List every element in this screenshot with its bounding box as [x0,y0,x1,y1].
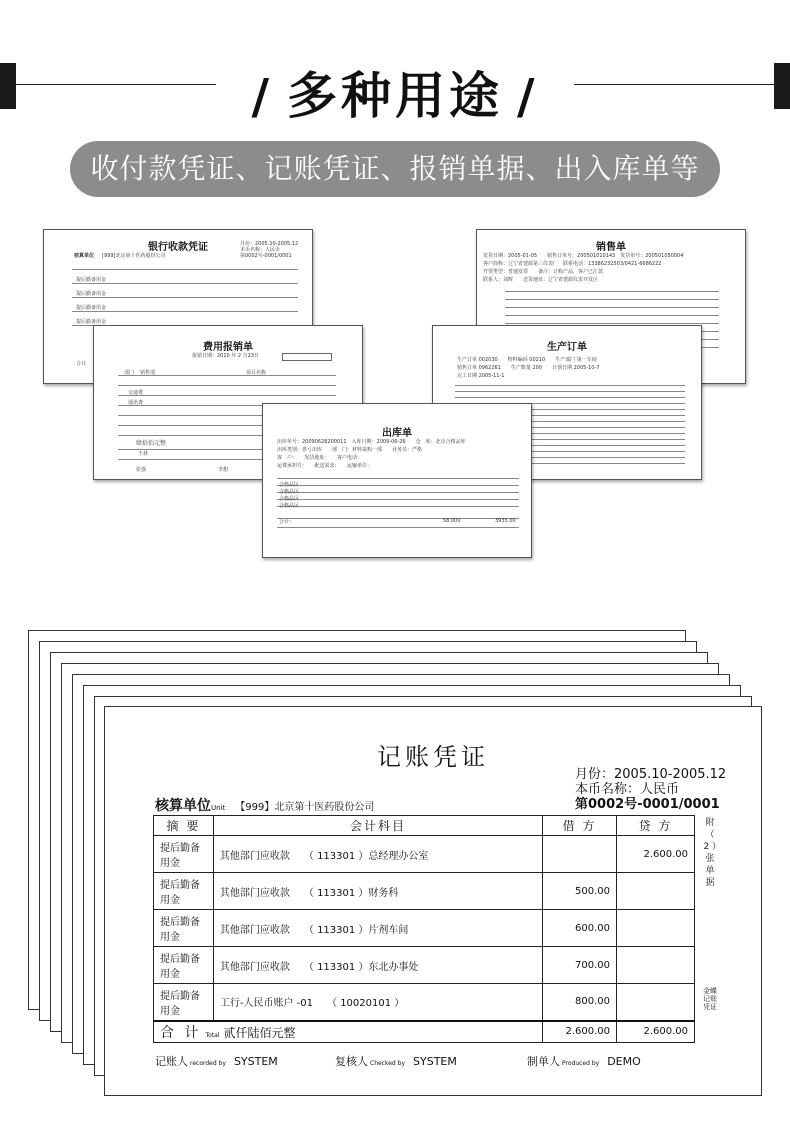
table-row [154,910,695,947]
sales-line: 客户简称：辽宁省建源第三仪表厂 联系电话：13386232503/0421-6686222 [483,261,662,267]
row-credit [617,947,695,984]
accounting-voucher [104,706,762,1096]
outbound-order-sample [262,403,532,558]
unit-name: 【999】北京第十医药股份公司 [235,802,375,813]
col-debit: 借 方 [543,816,617,836]
outbound-title: 出库单 [382,428,412,439]
row-summary: 提后勤备用金 [154,836,214,873]
production-title: 生产订单 [547,342,587,353]
row-account: 其他部门应收款 （ 113301 ）财务科 [213,873,542,910]
row-summary: 提后勤备用金 [154,984,214,1021]
voucher-period: 月份：2005.10-2005.12 [575,767,727,782]
total-words: 贰仟陆佰元整 [223,1025,296,1040]
table-row [154,947,695,984]
voucher-total-row [154,1021,695,1043]
col-account: 会计科目 [213,816,542,836]
expense-item: 通讯费 [128,400,144,406]
voucher-number: 第0002号-0001/0001 [575,797,720,812]
bank-total-label: 合计 [76,361,87,367]
row-summary: 提后勤备用金 [154,873,214,910]
total-label-cell [154,1021,543,1043]
bank-currency: 本币名称：人民币 [240,247,281,253]
outbound-row: 合格品区 [279,482,300,488]
bank-unit-name: [999]北京第十医药股份公司 [102,253,166,259]
page-title: / 多种用途 / [251,67,539,125]
voucher-unit [155,795,374,815]
row-summary: 提后勤备用金 [154,947,214,984]
expense-item: 交通费 [128,390,144,396]
sales-line: 发货日期：2005-01-05 销售订单号：200501010143 发货单号：200501050004 [483,253,684,259]
row-debit: 700.00 [543,947,617,984]
voucher-brand-vertical: 金蝶记账凭证 [703,987,717,1011]
outbound-row: 合格品区 [279,489,300,495]
row-account: 其他部门应收款 （ 113301 ）东北办事处 [213,947,542,984]
bank-number: 第0002号-0001/0001 [240,253,292,259]
expense-dept: 销售部 [140,370,156,376]
total-credit: 2.600.00 [617,1021,695,1043]
table-row [154,836,695,873]
outbound-line: 出库类别：盘亏出库 部 门：材料采购一部 业务员：严格 [277,447,423,453]
bank-row: 提后勤备用金 [76,319,107,325]
production-line: 完工日期 2005-11-1 [457,373,505,379]
row-account: 其他部门应收款 （ 113301 ）片剂车间 [213,910,542,947]
row-account: 其他部门应收款 （ 113301 ）总经理办公室 [213,836,542,873]
signature-recorder: 记账人 recorded by SYSTEM [155,1055,278,1068]
total-label: 合 计 [160,1024,202,1041]
expense-approver: 张强 [136,467,147,473]
attachment-count: 附（ 2 ）张单据 [703,818,717,888]
expense-amount-words: 肆拾佰元整 [136,440,167,447]
outbound-line: 客 户： 发货地址： 客户电话： [277,455,363,461]
subtitle-banner: 收付款凭证、记账凭证、报销单据、出入库单等 [70,141,720,197]
col-summary: 摘 要 [154,816,214,836]
total-debit: 2.600.00 [543,1021,617,1043]
row-credit: 2.600.00 [617,836,695,873]
outbound-total-amount: 3935.00 [495,518,516,524]
col-credit: 贷 方 [617,816,695,836]
total-label-en: Total [205,1031,220,1039]
bank-row: 提后勤备用金 [76,291,107,297]
sales-line: 联系人：刘辉 送货地址：辽宁省建源仪表开发区 [483,277,599,283]
expense-handler: 王林 [138,451,149,457]
row-account: 工行-人民币账户 -01 （ 10020101 ） [213,984,542,1021]
outbound-line: 运费承担方： 配送需求： 运输单位： [277,463,373,469]
outbound-row: 合格品区 [279,496,300,502]
bank-receipt-title: 银行收款凭证 [148,242,208,253]
bank-date: 月份：2005.10-2005.12 [240,241,299,247]
bank-unit-label: 核算单位 [74,253,95,259]
expense-dept-label: 部门 [124,370,135,376]
outbound-total-qty: 58.000 [443,518,461,524]
outbound-total-label: 合计： [279,519,295,525]
signature-producer: 制单人 Produced by DEMO [527,1055,641,1068]
outbound-row: 合格品区 [279,503,300,509]
sales-order-title: 销售单 [596,242,626,253]
table-row [154,984,695,1021]
row-credit [617,984,695,1021]
production-line: 生产订单 002030 物料编码 00210 生产部门 第一车间 [457,357,597,363]
row-credit [617,910,695,947]
bank-row: 提后勤备用金 [76,305,107,311]
row-credit [617,873,695,910]
voucher-title: 记账凭证 [377,743,489,771]
expense-title: 费用报销单 [203,342,253,353]
voucher-table [153,815,695,1043]
row-debit: 800.00 [543,984,617,1021]
expense-project: 项目名称 [246,370,267,376]
signature-checker: 复核人 Checked by SYSTEM [335,1055,457,1068]
expense-date: 报销日期：2010 年 2 月23日 [192,353,260,359]
bank-row: 提后勤备用金 [76,277,107,283]
row-debit [543,836,617,873]
row-summary: 提后勤备用金 [154,910,214,947]
table-row [154,873,695,910]
row-debit: 600.00 [543,910,617,947]
production-line: 销售订单 0962261 生产数量 200 计划日期 2005-10-7 [457,365,600,371]
voucher-currency: 本币名称：人民币 [575,782,680,797]
voucher-header-row [154,816,695,836]
row-debit: 500.00 [543,873,617,910]
outbound-line: 出库单号：20090628200011 入库日期：2009-06-26 仓 库：北京合格品库 [277,439,466,445]
unit-label: 核算单位 [155,798,211,814]
sales-line: 开票类型：普通发票 备注：订购产品，客户已汇款 [483,269,604,275]
unit-label-en: Unit [211,804,226,812]
expense-reviewer: 李想 [218,467,229,473]
